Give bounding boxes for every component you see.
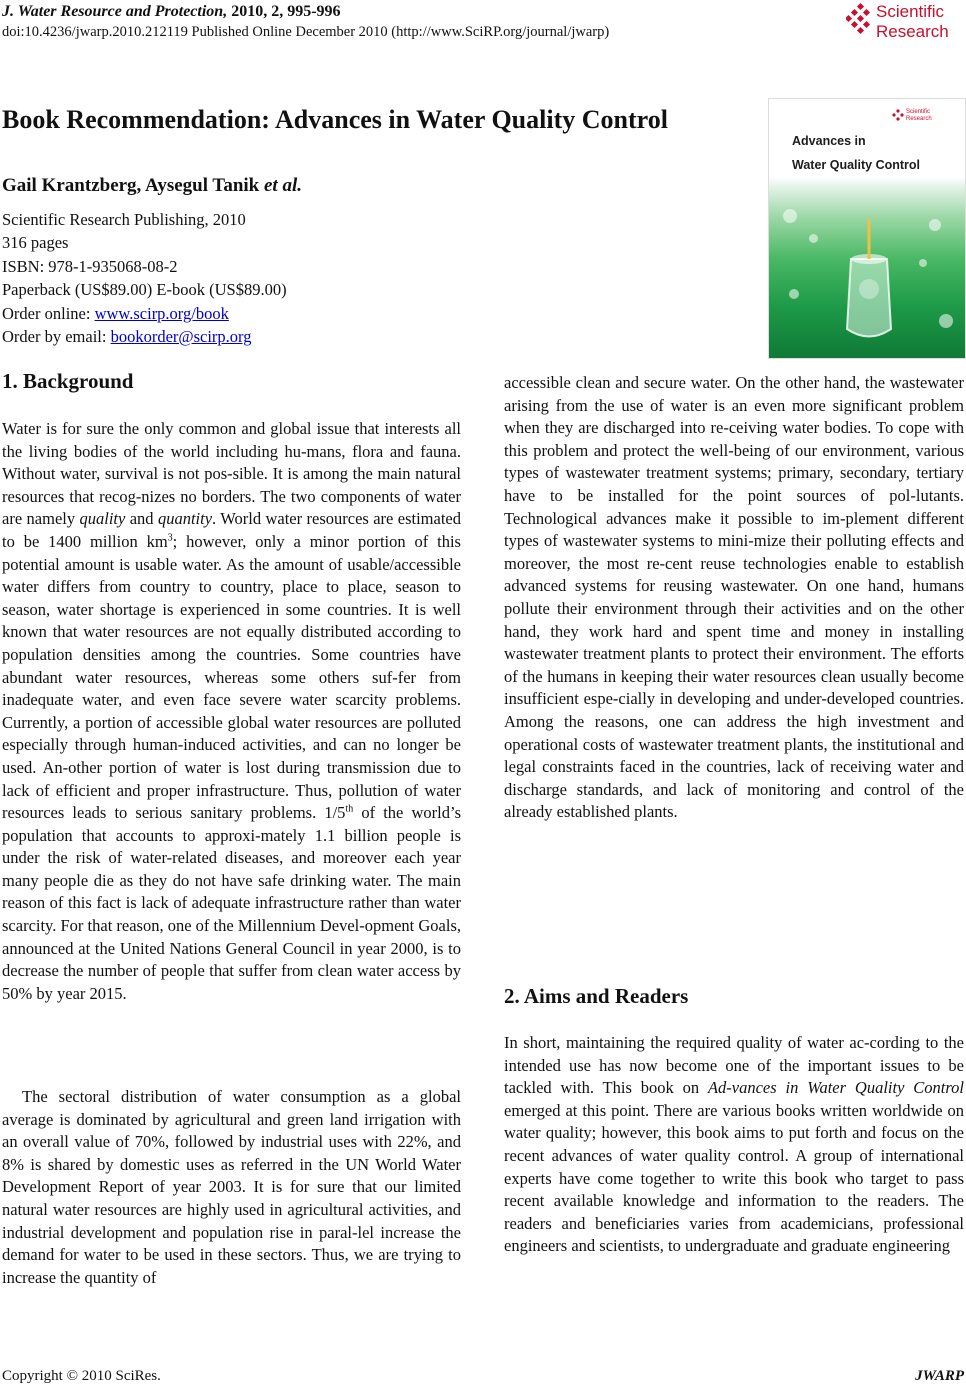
cover-logo: Scientific Research <box>906 109 932 122</box>
doi-line: doi:10.4236/jwarp.2010.212119 Published Online December 2010 (http://www.SciRP.org/journal/jwarp) <box>2 24 610 40</box>
volume-info: 2010, 2, 995-996 <box>231 3 341 20</box>
logo-text: Scientific Research <box>876 2 949 41</box>
price: Paperback (US$89.00) E-book (US$89.00) <box>2 280 287 300</box>
section-heading-background: 1. Background <box>2 369 134 393</box>
order-online-link[interactable]: www.scirp.org/book <box>94 303 229 323</box>
journal-name: J. Water Resource and Protection, <box>2 3 228 20</box>
beaker-icon <box>829 219 909 354</box>
page-title: Book Recommendation: Advances in Water Quality Control <box>2 105 668 134</box>
order-online: Order online: www.scirp.org/book <box>2 303 229 323</box>
page-count: 316 pages <box>2 233 69 253</box>
aims-paragraph-1: In short, maintaining the required quality of water ac-cording to the intended use has now become one of the important issues to be tackled with. This book on Ad-vances in Water Quality Control emerged at this point. There are various books written worldwide on water quality; however, this book aims to put forth and focus on the recent advances of water quality control. A group of international experts have come together to write this book who target to pass recent available knowledge and information to the readers. The readers and beneficiaries varies from academicians, professional engineers and scientists, to undergraduate and graduate engineering <box>504 1033 964 1256</box>
section-heading-aims: 2. Aims and Readers <box>504 984 689 1008</box>
book-cover-image <box>768 98 966 359</box>
background-paragraph-1: Water is for sure the only common and global issue that interests all the living bodies of the world including hu-mans, flora and fauna. Without water, survival is not pos-sible. It is among the main natural resources that recog-nizes no borders. The two components of water are namely quality and quantity. World water resources are estimated to be 1400 million $km^3$; however, only a minor portion of this potential amount is usable water. As the amount of usable/accessible water differs from country to country, place to place, season to season, water shortage is experienced in some countries. It is well known that water resources are not equally distributed according to population densities among the countries. Some countries have abundant water resources, whereas some others suf-fer from inadequate water, and even face severe water scarcity problems. Currently, a portion of accessible global water resources are polluted especially through human-induced activities, and can no longer be used. An-other portion of water is lost during transmission due to lack of efficient and proper infrastructure. Thus, pollution of water resources leads to serious sanitary problems. 1/5th of the world’s population that accounts to approxi-mately 1.1 billion people is under the risk of water-related diseases, and moreover each year many people die as they do not have safe drinking water. The main reason of this fact is lack of adequate infrastructure rather than water scarcity. For that reason, one of the Millennium Devel-opment Goals, announced at the United Nations General Council in year 2000, is to decrease the number of people that suffer from clean water access by 50% by year 2015. <box>2 419 461 1003</box>
cover-logo-icon <box>891 109 905 123</box>
order-email-link[interactable]: bookorder@scirp.org <box>110 327 252 347</box>
order-email: Order by email: bookorder@scirp.org <box>2 327 252 347</box>
authors: Gail Krantzberg, Aysegul Tanik et al. <box>2 175 302 196</box>
publisher: Scientific Research Publishing, 2010 <box>2 210 246 229</box>
book-meta <box>2 208 287 348</box>
journal-header <box>2 3 341 21</box>
footer-copyright: Copyright © 2010 SciRes. <box>2 1368 161 1384</box>
footer-journal: JWARP <box>915 1368 964 1384</box>
logo-mark-icon <box>846 2 874 40</box>
background-paragraph-3: accessible clean and secure water. On the other hand, the wastewater arising from the use of water is an even more significant problem when they are discharged into re-ceiving water bodies. To cope with this problem and protect the well-being of our environment, various types of wastewater treatment systems; primary, secondary, tertiary have to be installed for the point sources of pol-lutants. Technological advances make it possible to im-plement different types of wastewater systems to mini-mize their polluting effects and moreover, the most re-cent reuse technologies enable to establish advanced systems for reusing wastewater. On one hand, humans pollute their environment through their activities and on the other hand, they work hard and spent time and money in installing wastewater treatment plants to protect their environment. The efforts of the humans in keeping their water resources clean usually become insufficient espe-cially in developing and under-developed countries. Among the reasons, one can address the high investment and operational costs of wastewater treatment plants, the institutional and legal constraints faced in the countries, lack of receiving water and discharge standards, and lack of monitoring and control of the already established plants. <box>504 373 964 822</box>
cover-title: Advances in Water Quality Control <box>792 134 921 172</box>
isbn: ISBN: 978-1-935068-08-2 <box>2 256 178 276</box>
publisher-logo <box>846 2 966 44</box>
background-paragraph-2: The sectoral distribution of water consumption as a global average is dominated by agricultural and green land irrigation with an overall value of 70%, followed by industrial uses with 22%, and 8% is shared by domestic uses as referred in the UN World Water Development Report of year 2003. It is for sure that our limited natural water resources are highly used in agricultural activities, and industrial development and population rise in paral-lel increase the demand for water to be used in these sectors. Thus, we are trying to increase the quantity of <box>2 1087 461 1287</box>
